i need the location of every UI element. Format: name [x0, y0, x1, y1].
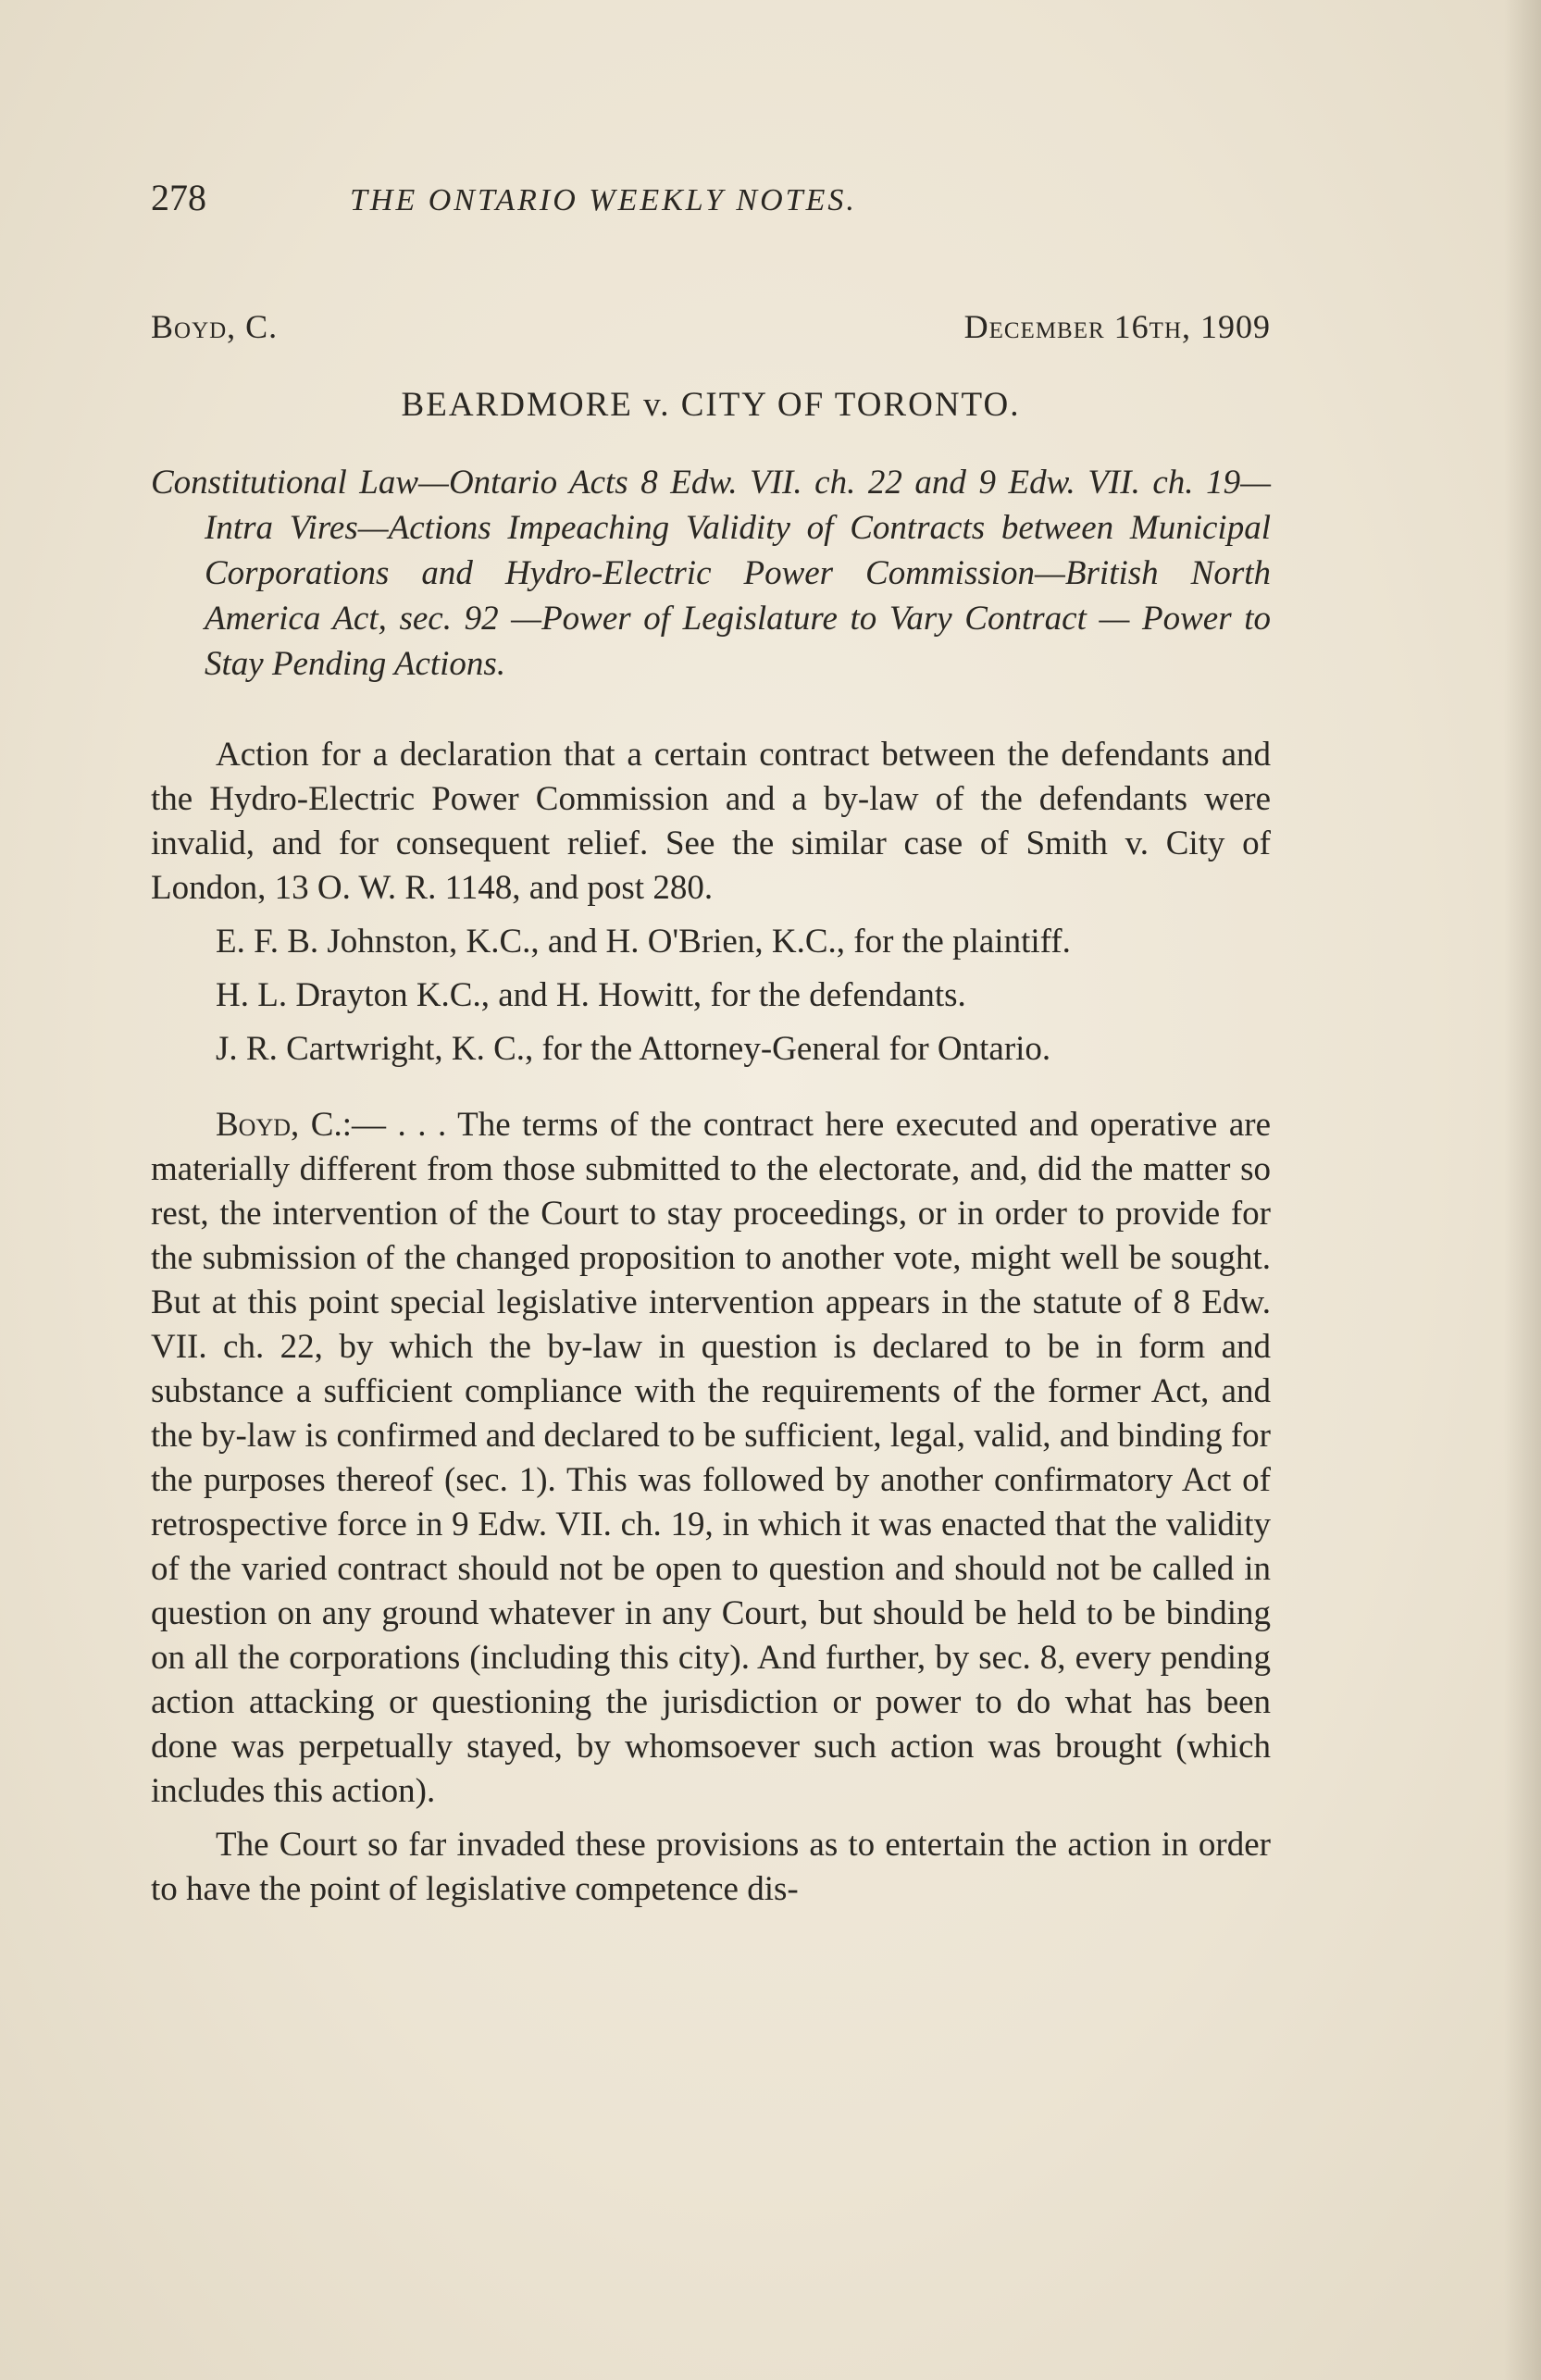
page-content — [151, 176, 1271, 1912]
court-date-line — [151, 307, 1271, 346]
final-paragraph: The Court so far invaded these provisions as to entertain the action in order to have the point of legislative competence dis- — [151, 1826, 1271, 1908]
judge-name: Boyd, C. — [151, 308, 279, 345]
headnote: Constitutional Law—Ontario Acts 8 Edw. VII. ch. 22 and 9 Edw. VII. ch. 19—Intra Vires—Actions Impeaching Validity of Contracts between Municipal Corporations and Hydro-Electric Power Commission—British North America Act, sec. 92 —Power of Legislature to Vary Contract — Power to Stay Pending Actions. — [151, 464, 1271, 683]
running-head — [151, 176, 1271, 250]
judgment-paragraph — [151, 1103, 1271, 1814]
counsel-attorney-general: J. R. Cartwright, K. C., for the Attorney-General for Ontario. — [216, 1030, 1051, 1068]
counsel-plaintiff: E. F. B. Johnston, K.C., and H. O'Brien, K.C., for the plaintiff. — [216, 923, 1071, 961]
case-title: BEARDMORE v. CITY OF TORONTO. — [401, 386, 1021, 424]
judgment-speaker: Boyd, C. — [216, 1106, 342, 1144]
counsel-defendants: H. L. Drayton K.C., and H. Howitt, for the defendants. — [216, 976, 966, 1014]
judgment-date: December 16th, 1909 — [963, 308, 1271, 345]
journal-title: THE ONTARIO WEEKLY NOTES. — [350, 183, 857, 217]
judgment-text: :— . . . The terms of the contract here executed and operative are materially different from those submitted to the electorate, and, did the matter so rest, the intervention of the Court to stay proceedings, or in order to provide for the submission of the changed proposition to another vote, might well be sought. But at this point special legislative intervention appears in the statute of 8 Edw. VII. ch. 22, by which the by-law in question is declared to be in form and substance a sufficient compliance with the requirements of the former Act, and the by-law is confirmed and declared to be sufficient, legal, valid, and binding for the purposes thereof (sec. 1). This was followed by another confirmatory Act of retrospective force in 9 Edw. VII. ch. 19, in which it was enacted that the validity of the varied contract should not be open to question and should not be called in question on any ground whatever in any Court, but should be held to be binding on all the corporations (including this city). And further, by sec. 8, every pending action attacking or questioning the jurisdiction or power to do what has been done was perpetually stayed, by whomsoever such action was brought (which includes this action). — [151, 1106, 1271, 1810]
case-summary: Action for a declaration that a certain contract between the defendants and the Hydro-Electric Power Commission and a by-law of the defendants were invalid, and for consequent relief. See the similar case of Smith v. City of London, 13 O. W. R. 1148, and post 280. — [151, 736, 1271, 907]
page-number: 278 — [151, 177, 206, 218]
